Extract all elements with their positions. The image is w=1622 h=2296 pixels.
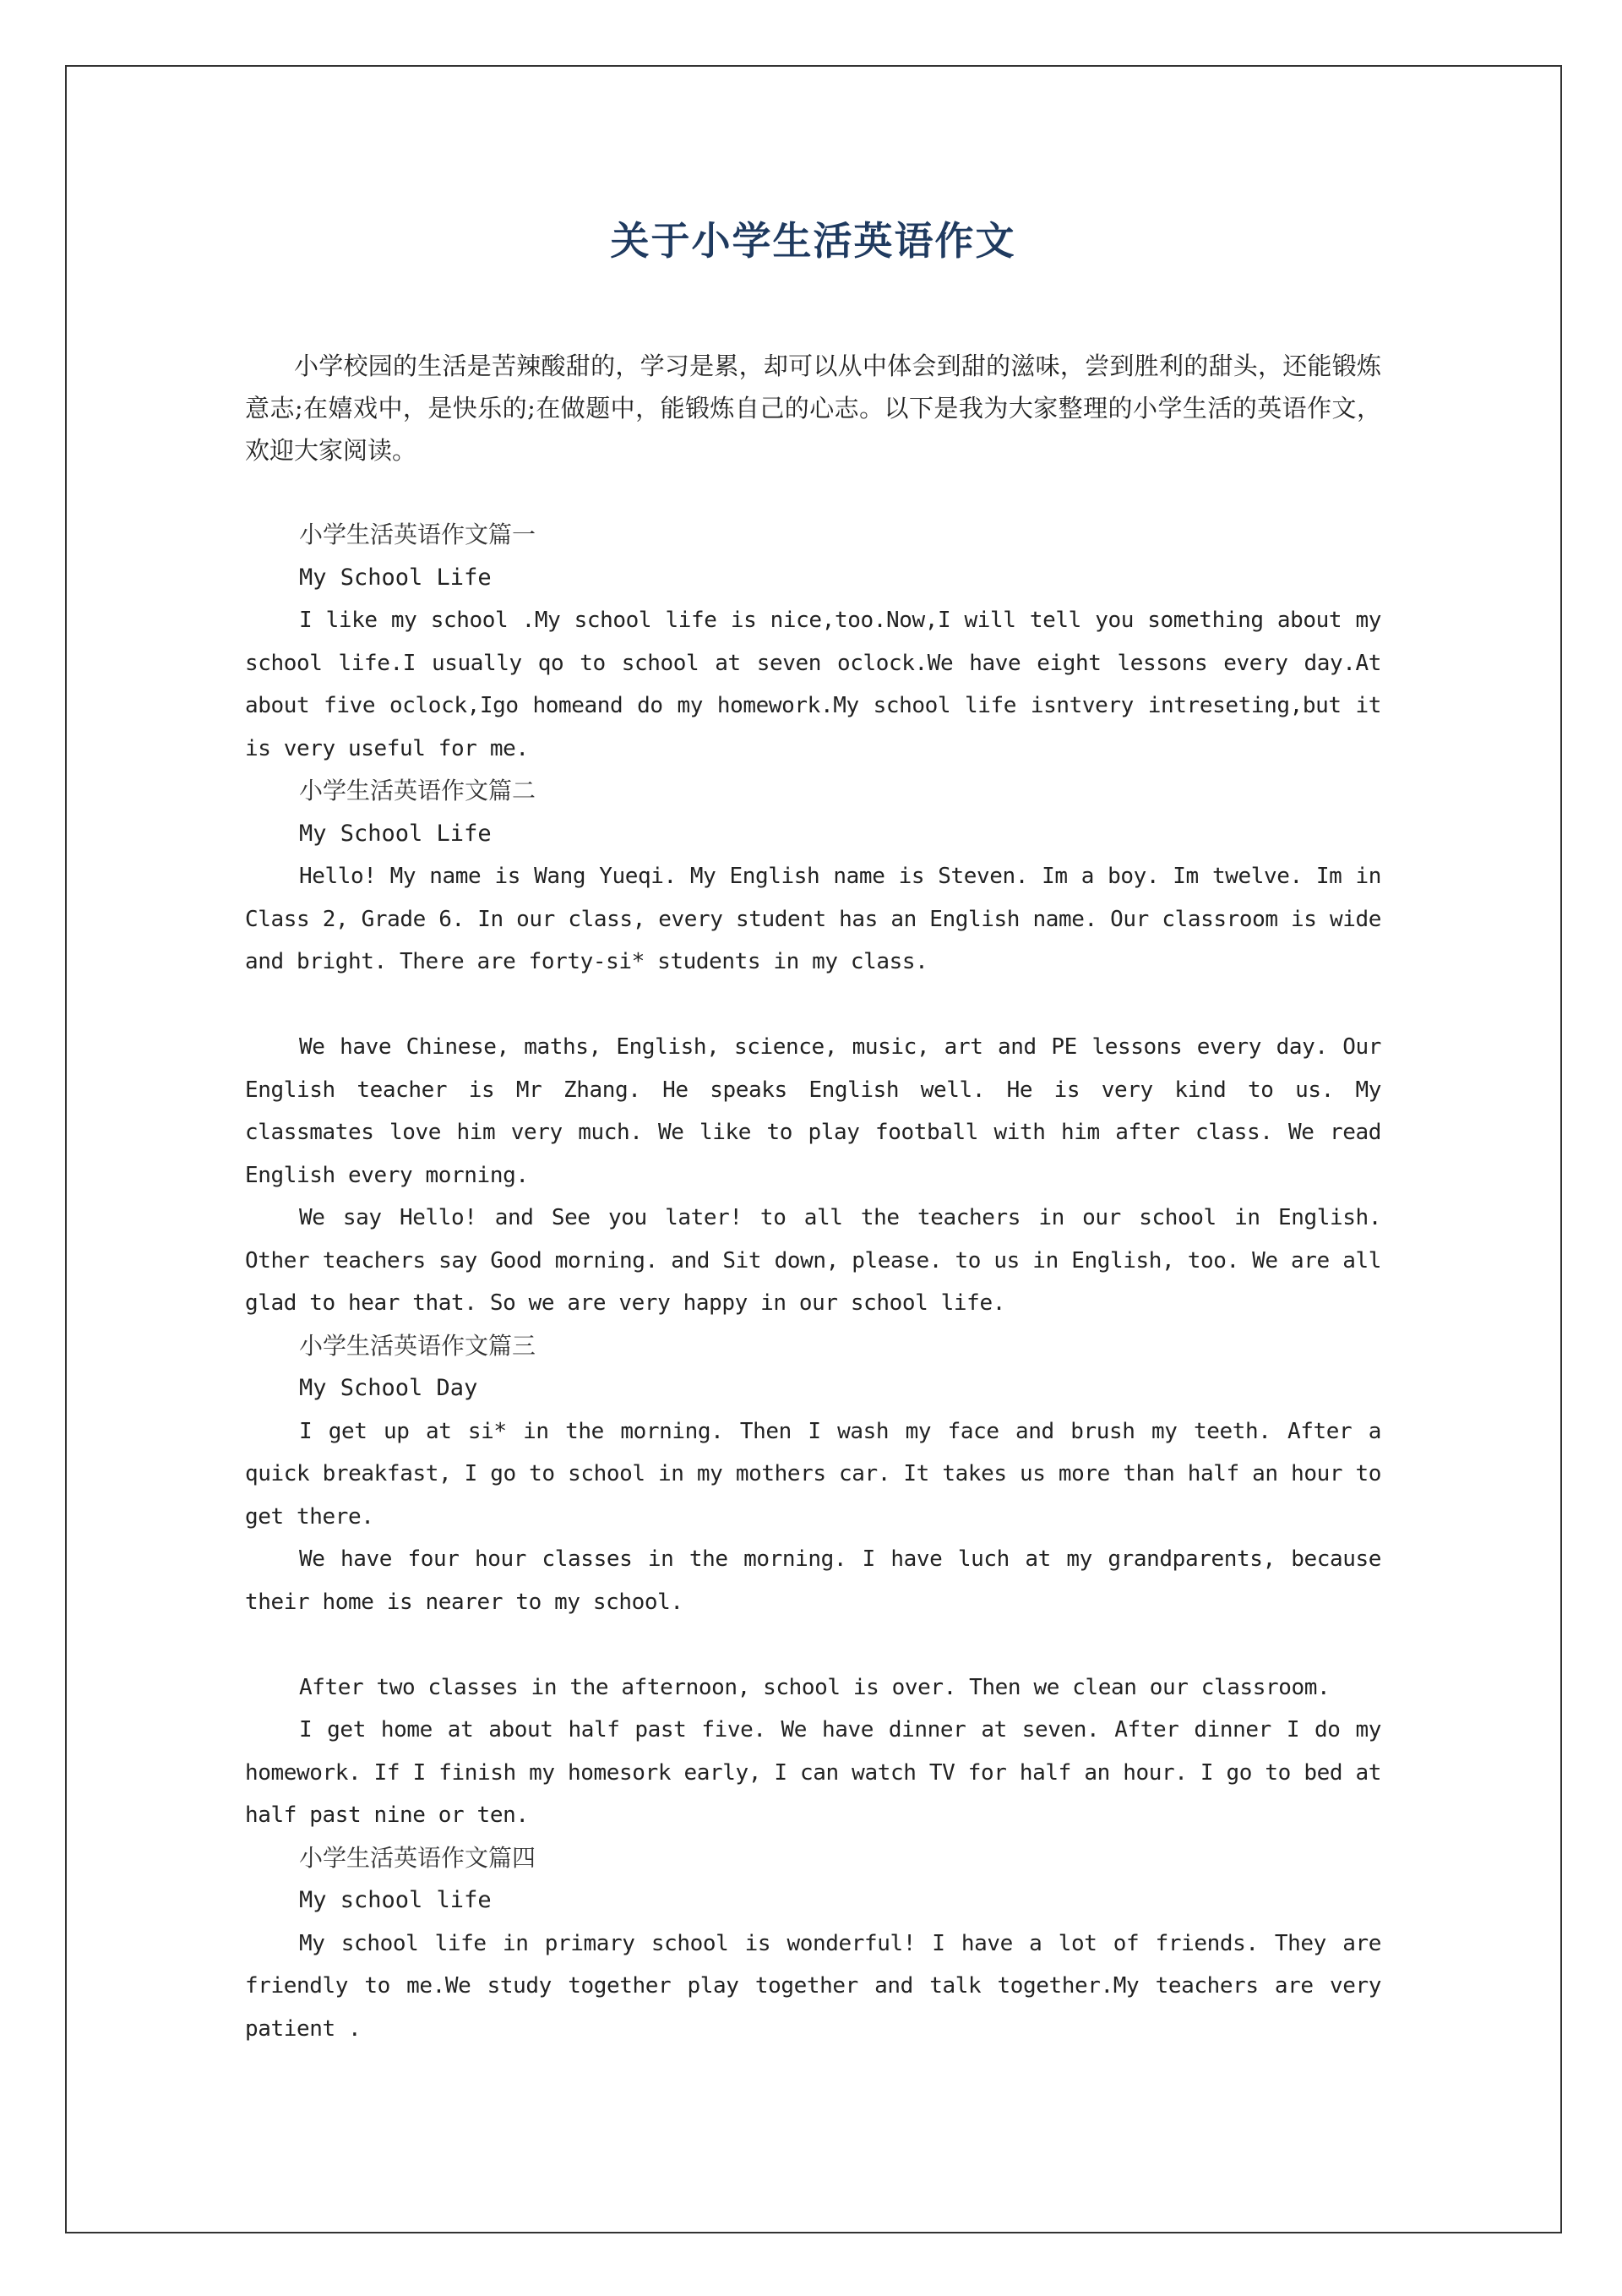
paragraph: I like my school .My school life is nice,too.Now,I will tell you something about my school life.I usually qo to school at seven oclock.We have eight lessons every day.At about five oclock,Igo homeand do my homework.My school life isntvery intreseting,but it is very useful for me. bbox=[245, 608, 1381, 761]
blank-line bbox=[245, 1623, 1381, 1666]
paragraph: We say Hello! and See you later! to all the teachers in our school in English. Other teachers say Good morning. and Sit down, please. to us in English, too. We are all glad to hear that. So we are very happy in our school life. bbox=[245, 1205, 1381, 1316]
essay-title: My School Life bbox=[299, 820, 492, 847]
paragraph: We have Chinese, maths, English, science, music, art and PE lessons every day. Our English teacher is Mr Zhang. He speaks English well. He is very kind to us. My classmates love him very much. We like to play football with him after class. We read English every morning. bbox=[245, 1034, 1381, 1188]
intro-paragraph: 小学校园的生活是苦辣酸甜的，学习是累，却可以从中体会到甜的滋味，尝到胜利的甜头，还能锻炼意志;在嬉戏中，是快乐的;在做题中，能锻炼自己的心志。以下是我为大家整理的小学生活的英语作文，欢迎大家阅读。 bbox=[245, 352, 1381, 465]
essay-section-3 bbox=[245, 1325, 1381, 1837]
blank-line bbox=[245, 984, 1381, 1027]
paragraph: I get home at about half past five. We have dinner at seven. After dinner I do my homework. If I finish my homesork early, I can watch TV for half an hour. I go to bed at half past nine or ten. bbox=[245, 1717, 1381, 1828]
page-title: 关于小学生活英语作文 bbox=[610, 218, 1016, 264]
paragraph: I get up at si* in the morning. Then I wash my face and brush my teeth. After a quick breakfast, I go to school in my mothers car. It takes us more than half an hour to get there. bbox=[245, 1418, 1381, 1530]
paragraph: We have four hour classes in the morning. I have luch at my grandparents, because their home is nearer to my school. bbox=[245, 1546, 1381, 1615]
paragraph: After two classes in the afternoon, school is over. Then we clean our classroom. bbox=[299, 1674, 1331, 1700]
essay-title: My School Day bbox=[299, 1375, 478, 1401]
essay-title: My School Life bbox=[299, 564, 492, 591]
document-body bbox=[245, 203, 1381, 2050]
essay-section-4 bbox=[245, 1837, 1381, 2051]
paragraph: Hello! My name is Wang Yueqi. My English name is Steven. Im a boy. Im twelve. Im in Class 2, Grade 6. In our class, every student has an English name. Our classroom is wide and bright. There are forty-si* students in my class. bbox=[245, 864, 1381, 974]
essay-section-2 bbox=[245, 770, 1381, 1325]
essay-title: My school life bbox=[299, 1887, 492, 1913]
section-heading: 小学生活英语作文篇二 bbox=[299, 777, 536, 804]
section-heading: 小学生活英语作文篇四 bbox=[299, 1843, 536, 1872]
essay-section-1 bbox=[245, 514, 1381, 770]
paragraph: My school life in primary school is wonderful! I have a lot of friends. They are friendly to me.We study together play together and talk together.My teachers are very patient . bbox=[245, 1930, 1381, 2042]
section-heading: 小学生活英语作文篇一 bbox=[299, 521, 536, 548]
section-heading: 小学生活英语作文篇三 bbox=[299, 1331, 536, 1360]
